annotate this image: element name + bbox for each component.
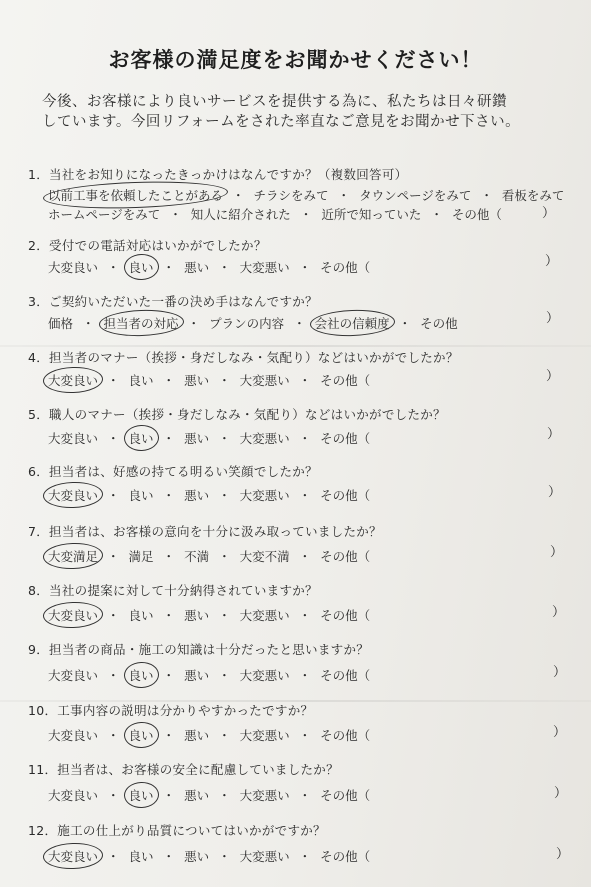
separator: ・ bbox=[218, 788, 231, 803]
options-8 bbox=[48, 606, 370, 624]
option[interactable]: 悪い bbox=[184, 668, 210, 683]
option[interactable]: 大変良い bbox=[48, 260, 99, 275]
option[interactable]: 知人に紹介された bbox=[190, 207, 291, 222]
separator: ・ bbox=[82, 316, 95, 331]
close-paren: ） bbox=[545, 254, 559, 269]
option[interactable]: 会社の信頼度 bbox=[314, 316, 390, 331]
intro-text bbox=[42, 92, 562, 132]
separator: ・ bbox=[298, 431, 312, 446]
close-paren: ） bbox=[553, 665, 567, 680]
options-5 bbox=[48, 429, 370, 447]
separator: ・ bbox=[218, 849, 231, 864]
separator: ・ bbox=[162, 668, 176, 683]
option[interactable]: 良い bbox=[128, 373, 154, 388]
option[interactable]: 担当者の対応 bbox=[103, 316, 179, 331]
option[interactable]: 大変良い bbox=[48, 788, 99, 803]
separator: ・ bbox=[299, 207, 313, 222]
separator: ・ bbox=[162, 728, 176, 743]
separator: ・ bbox=[298, 849, 312, 864]
option[interactable]: 良い bbox=[128, 728, 154, 743]
question-1: 1．当社をお知りになったきっかけはなんですか？（複数回答可） bbox=[28, 167, 408, 182]
option[interactable]: 大変不満 bbox=[239, 549, 290, 564]
option[interactable]: 不満 bbox=[184, 549, 210, 564]
option[interactable]: 大変満足 bbox=[48, 549, 99, 564]
separator: ・ bbox=[162, 260, 176, 275]
question-10: 10．工事内容の説明は分かりやすかったですか？ bbox=[28, 703, 314, 718]
option[interactable]: 悪い bbox=[184, 608, 210, 623]
question-3: 3．ご契約いただいた一番の決め手はなんですか？ bbox=[28, 294, 318, 309]
option[interactable]: 大変悪い bbox=[239, 788, 290, 803]
separator: ・ bbox=[107, 488, 120, 503]
option[interactable]: 悪い bbox=[184, 373, 210, 388]
separator: ・ bbox=[298, 373, 312, 388]
separator: ・ bbox=[162, 849, 176, 864]
question-7: 7．担当者は、お客様の意向を十分に汲み取っていましたか？ bbox=[28, 524, 382, 539]
separator: ・ bbox=[293, 316, 306, 331]
question-12: 12．施工の仕上がり品質についてはいかがですか？ bbox=[28, 823, 326, 838]
option[interactable]: その他（ bbox=[320, 608, 371, 623]
question-9: 9．担当者の商品・施工の知識は十分だったと思いますか？ bbox=[28, 642, 370, 657]
option[interactable]: 悪い bbox=[184, 728, 210, 743]
option[interactable]: 大変良い bbox=[48, 373, 99, 388]
option[interactable]: 大変良い bbox=[48, 608, 99, 623]
question-5: 5．職人のマナー（挨拶・身だしなみ・気配り）などはいかがでしたか？ bbox=[28, 407, 446, 422]
option[interactable]: プランの内容 bbox=[209, 316, 285, 331]
separator: ・ bbox=[218, 668, 231, 683]
separator: ・ bbox=[480, 188, 493, 203]
option[interactable]: その他（ bbox=[451, 207, 502, 222]
option[interactable]: 大変悪い bbox=[239, 488, 290, 503]
question-8: 8．当社の提案に対して十分納得されていますか？ bbox=[28, 583, 318, 598]
separator: ・ bbox=[162, 431, 176, 446]
option[interactable]: 悪い bbox=[184, 431, 210, 446]
option[interactable]: 悪い bbox=[184, 260, 210, 275]
option[interactable]: その他 bbox=[420, 316, 458, 331]
separator: ・ bbox=[162, 373, 176, 388]
question-2: 2．受付での電話対応はいかがでしたか？ bbox=[28, 238, 267, 253]
option[interactable]: 悪い bbox=[184, 788, 210, 803]
separator: ・ bbox=[218, 608, 231, 623]
close-paren: ） bbox=[550, 545, 564, 560]
separator: ・ bbox=[430, 207, 443, 222]
options-3 bbox=[48, 314, 458, 332]
option[interactable]: 良い bbox=[128, 488, 154, 503]
option[interactable]: その他（ bbox=[320, 668, 371, 683]
intro-line: 今後、お客様により良いサービスを提供する為に、私たちは日々研鑽 bbox=[42, 94, 507, 110]
separator: ・ bbox=[218, 260, 231, 275]
option[interactable]: その他（ bbox=[320, 260, 371, 275]
separator: ・ bbox=[337, 188, 351, 203]
option[interactable]: その他（ bbox=[320, 431, 371, 446]
option[interactable]: 良い bbox=[128, 788, 154, 803]
option[interactable]: 満足 bbox=[128, 549, 154, 564]
option[interactable]: 大変悪い bbox=[239, 260, 290, 275]
separator: ・ bbox=[162, 488, 176, 503]
separator: ・ bbox=[298, 608, 312, 623]
intro-line: しています。今回リフォームをされた率直なご意見をお聞かせ下さい。 bbox=[42, 114, 521, 130]
separator: ・ bbox=[162, 788, 176, 803]
separator: ・ bbox=[298, 728, 312, 743]
separator: ・ bbox=[107, 788, 120, 803]
separator: ・ bbox=[107, 373, 120, 388]
close-paren: ） bbox=[556, 847, 570, 862]
option[interactable]: 大変悪い bbox=[239, 849, 290, 864]
options-11 bbox=[48, 786, 370, 804]
options-10 bbox=[48, 726, 370, 744]
option[interactable]: その他（ bbox=[320, 488, 371, 503]
close-paren: ） bbox=[546, 369, 560, 384]
separator: ・ bbox=[107, 549, 120, 564]
option[interactable]: 大変悪い bbox=[239, 668, 290, 683]
option[interactable]: 悪い bbox=[184, 849, 210, 864]
option[interactable]: 大変悪い bbox=[239, 373, 290, 388]
options-12 bbox=[48, 847, 370, 865]
separator: ・ bbox=[298, 260, 312, 275]
options-7 bbox=[48, 547, 370, 565]
option[interactable]: 良い bbox=[128, 431, 154, 446]
close-paren: ） bbox=[548, 485, 562, 500]
separator: ・ bbox=[107, 431, 120, 446]
separator: ・ bbox=[298, 788, 312, 803]
separator: ・ bbox=[162, 549, 176, 564]
option[interactable]: 良い bbox=[128, 260, 154, 275]
option[interactable]: 以前工事を依頼したことがある bbox=[48, 188, 224, 203]
separator: ・ bbox=[218, 488, 231, 503]
separator: ・ bbox=[298, 668, 312, 683]
option[interactable]: その他（ bbox=[320, 549, 371, 564]
separator: ・ bbox=[162, 608, 176, 623]
option[interactable]: 大変良い bbox=[48, 849, 99, 864]
option[interactable]: 大変良い bbox=[48, 668, 99, 683]
close-paren: ） bbox=[542, 206, 556, 221]
close-paren: ） bbox=[553, 725, 567, 740]
option[interactable]: 大変悪い bbox=[239, 431, 290, 446]
separator: ・ bbox=[107, 608, 120, 623]
close-paren: ） bbox=[546, 311, 560, 326]
option[interactable]: 大変良い bbox=[48, 728, 99, 743]
option[interactable]: 大変良い bbox=[48, 488, 99, 503]
options-4 bbox=[48, 371, 370, 389]
separator: ・ bbox=[107, 728, 120, 743]
option[interactable]: 大変悪い bbox=[239, 608, 290, 623]
option[interactable]: チラシをみて bbox=[253, 188, 329, 203]
options-1-line1 bbox=[48, 186, 564, 204]
separator: ・ bbox=[107, 668, 120, 683]
option[interactable]: 悪い bbox=[184, 488, 210, 503]
question-6: 6．担当者は、好感の持てる明るい笑顔でしたか？ bbox=[28, 464, 318, 479]
option[interactable]: ホームページをみて bbox=[48, 207, 161, 222]
option[interactable]: その他（ bbox=[320, 849, 371, 864]
options-9 bbox=[48, 666, 370, 684]
close-paren: ） bbox=[547, 427, 561, 442]
separator: ・ bbox=[107, 849, 120, 864]
option[interactable]: 良い bbox=[128, 608, 154, 623]
separator: ・ bbox=[232, 188, 245, 203]
option[interactable]: 大変悪い bbox=[239, 728, 290, 743]
separator: ・ bbox=[187, 316, 201, 331]
options-2 bbox=[48, 258, 370, 276]
close-paren: ） bbox=[552, 605, 566, 620]
options-6 bbox=[48, 486, 370, 504]
separator: ・ bbox=[169, 207, 182, 222]
separator: ・ bbox=[107, 260, 120, 275]
option[interactable]: 価格 bbox=[48, 316, 74, 331]
separator: ・ bbox=[218, 728, 231, 743]
option[interactable]: その他（ bbox=[320, 728, 371, 743]
option[interactable]: 看板をみて bbox=[501, 188, 565, 203]
option[interactable]: 近所で知っていた bbox=[321, 207, 422, 222]
options-1-line2 bbox=[48, 205, 502, 223]
option[interactable]: 大変良い bbox=[48, 431, 99, 446]
separator: ・ bbox=[218, 373, 231, 388]
option[interactable]: その他（ bbox=[320, 788, 371, 803]
separator: ・ bbox=[218, 431, 231, 446]
separator: ・ bbox=[298, 549, 312, 564]
close-paren: ） bbox=[554, 786, 568, 801]
option[interactable]: タウンページをみて bbox=[359, 188, 472, 203]
option[interactable]: その他（ bbox=[320, 373, 371, 388]
page-title: お客様の満足度をお聞かせください！ bbox=[108, 48, 483, 72]
option[interactable]: 良い bbox=[128, 668, 154, 683]
separator: ・ bbox=[298, 488, 312, 503]
paper-fold bbox=[0, 345, 591, 347]
separator: ・ bbox=[218, 549, 231, 564]
separator: ・ bbox=[398, 316, 412, 331]
question-11: 11．担当者は、お客様の安全に配慮していましたか？ bbox=[28, 762, 339, 777]
question-4: 4．担当者のマナー（挨拶・身だしなみ・気配り）などはいかがでしたか？ bbox=[28, 350, 459, 365]
option[interactable]: 良い bbox=[128, 849, 154, 864]
